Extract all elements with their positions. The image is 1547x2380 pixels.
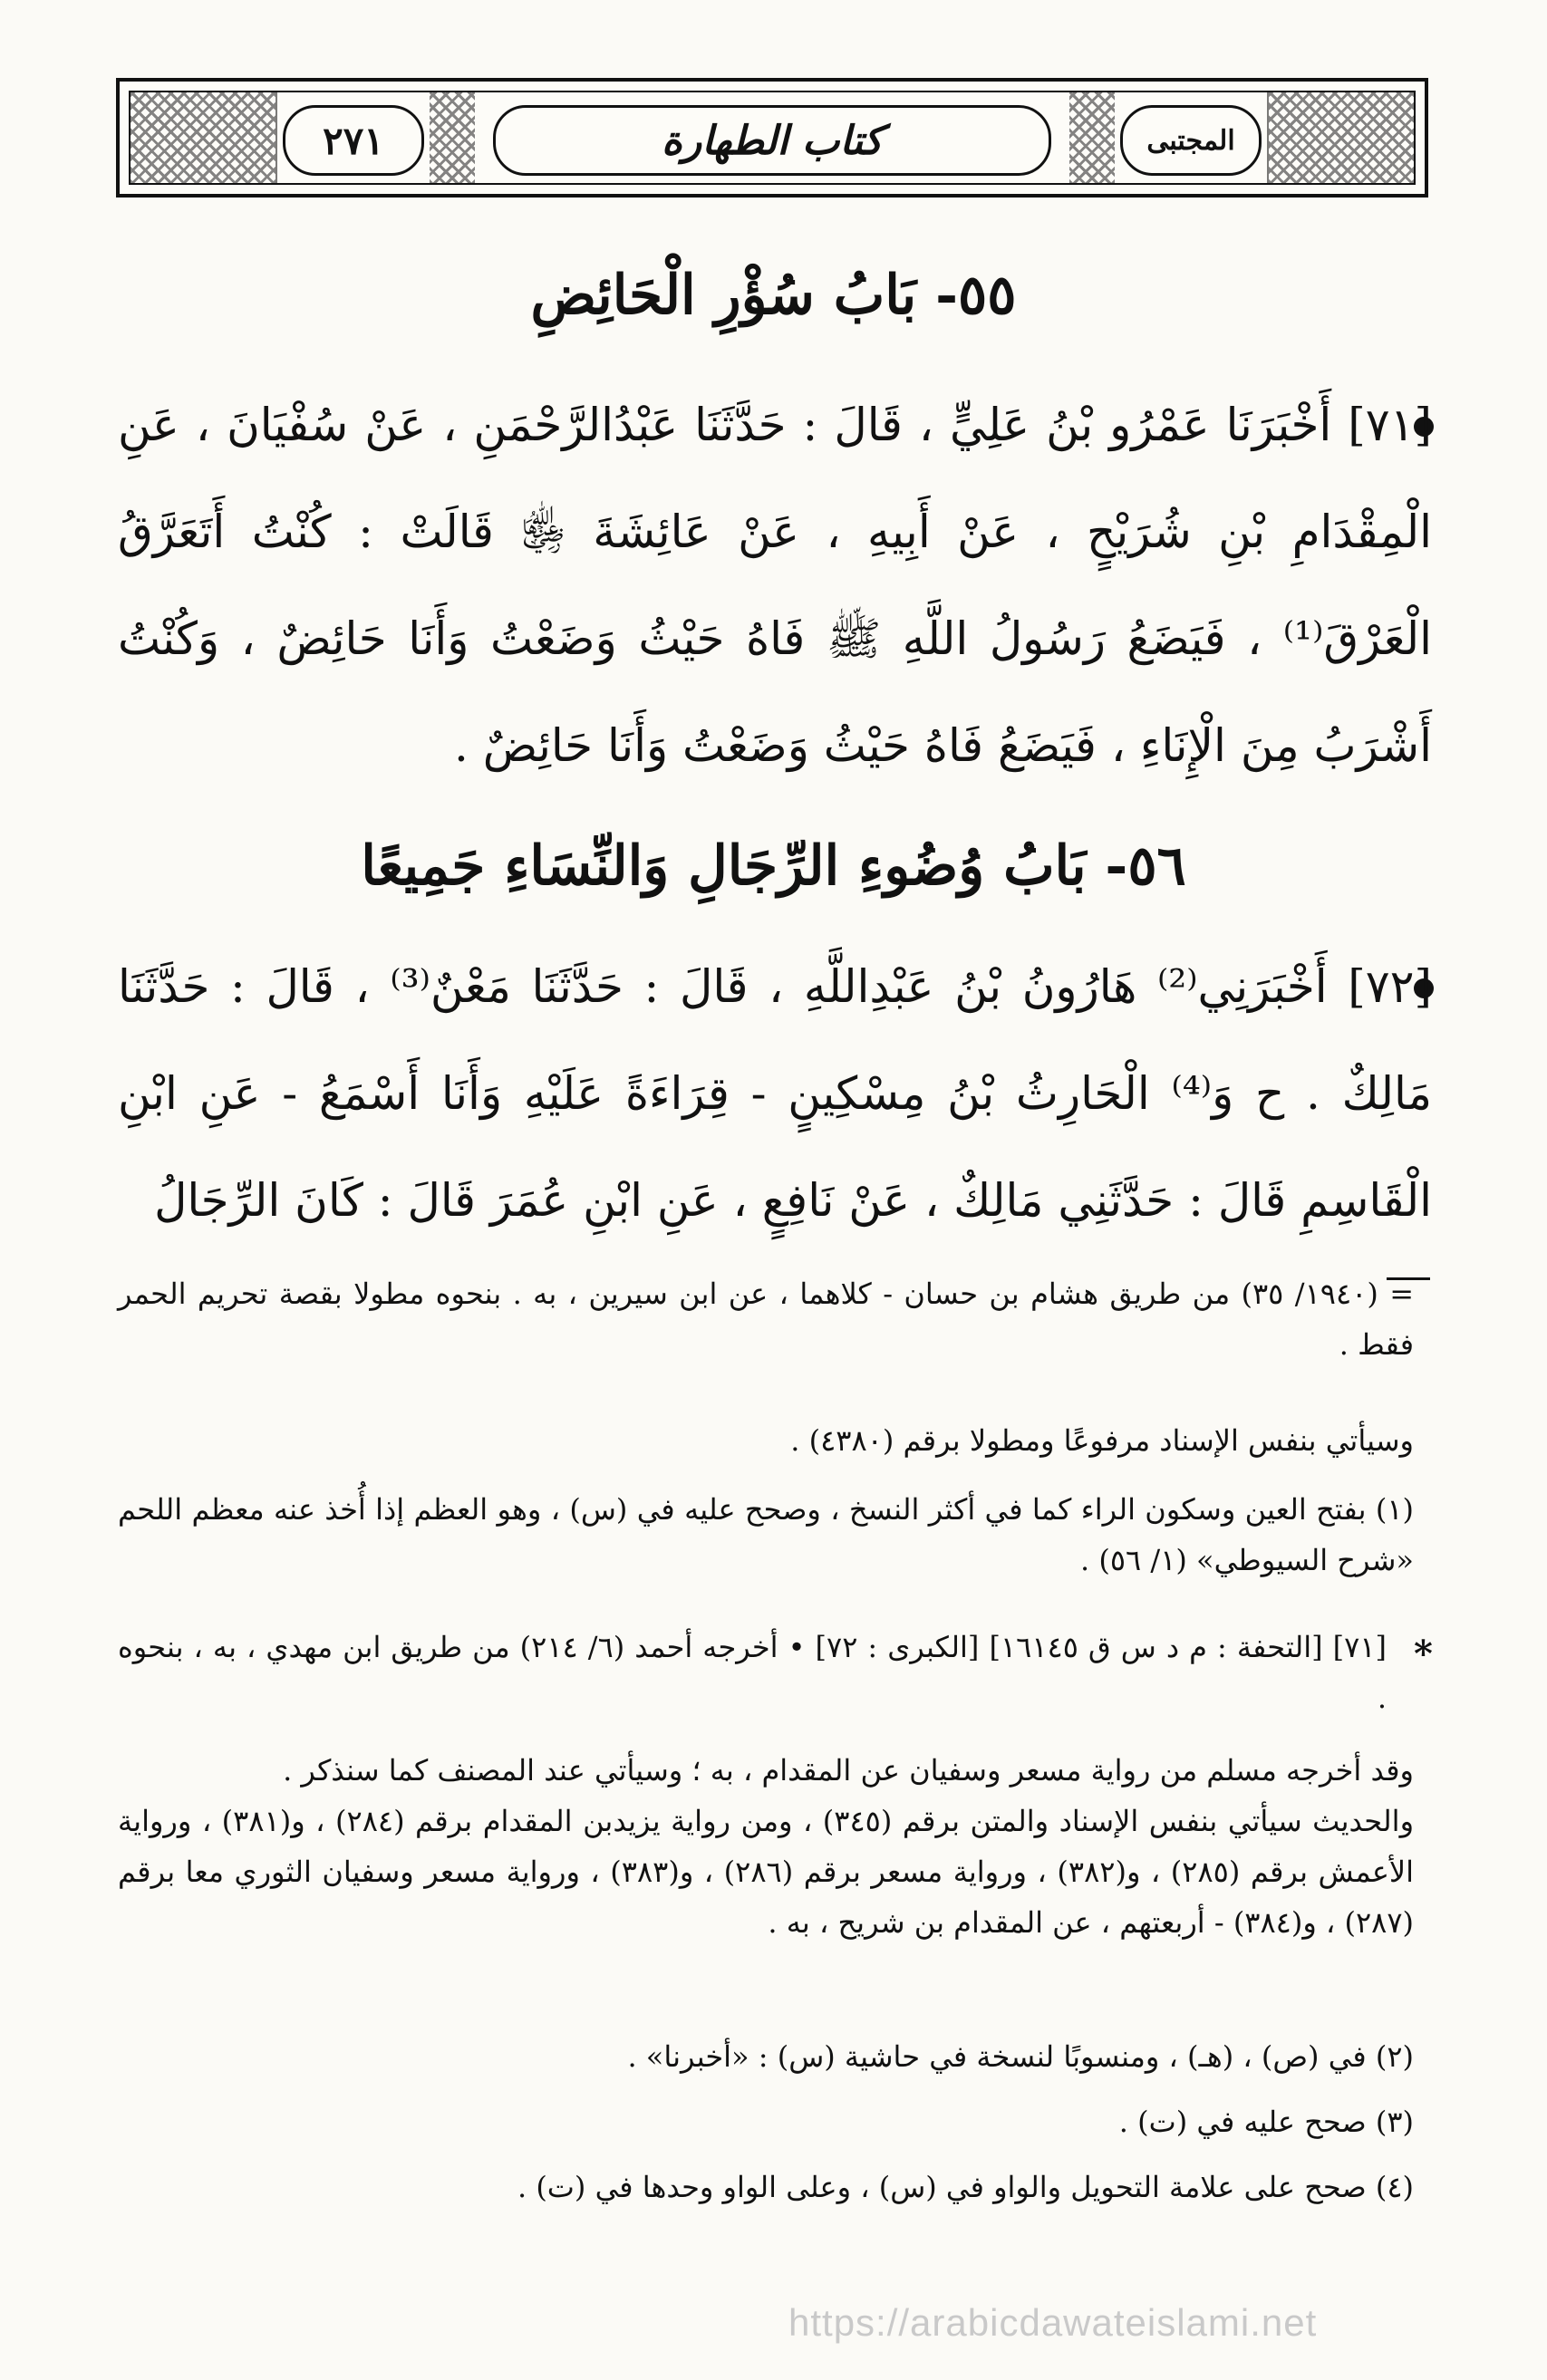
ornament-mid-left [430,92,475,183]
continuation-mark: = [1389,1277,1415,1311]
takhrij-star-icon: * [1414,1633,1433,1675]
hadith-72-text: [٧٢] أَخْبَرَنِي⁽²⁾ هَارُونُ بْنُ عَبْدِاللَّهِ ، قَالَ : حَدَّثَنَا مَعْنٌ⁽³⁾ ، قَالَ : حَدَّثَنَا مَالِكٌ . ح وَ⁽⁴⁾ الْحَارِثُ بْنُ مِسْكِينٍ - قِرَاءَةً عَلَيْهِ وَأَنَا أَسْمَعُ - عَنِ ابْنِ الْقَاسِمِ قَالَ : حَدَّثَنِي مَالِكٌ ، عَنْ نَافِعٍ ، عَنِ ابْنِ عُمَرَ قَالَ : كَانَ الرِّجَالُ [118,960,1432,1227]
page-number: ٢٧١ [283,105,424,176]
footnote-1: (١) بفتح العين وسكون الراء كما في أكثر النسخ ، وصحح عليه في (س) ، وهو العظم إذا أُخذ عنه معظم اللحم «شرح السيوطي» (١/ ٥٦) . [118,1492,1414,1577]
footnote-2: (٢) في (ص) ، (هـ) ، ومنسوبًا لنسخة في حاشية (س) : «أخبرنا» . [627,2039,1414,2074]
page-header [116,78,1428,198]
hadith-71-text: [٧١] أَخْبَرَنَا عَمْرُو بْنُ عَلِيٍّ ، قَالَ : حَدَّثَنَا عَبْدُالرَّحْمَنِ ، عَنْ سُفْيَانَ ، عَنِ الْمِقْدَامِ بْنِ شُرَيْحٍ ، عَنْ أَبِيهِ ، عَنْ عَائِشَةَ ﵂ قَالَتْ : كُنْتُ أَتَعَرَّقُ الْعَرْقَ⁽¹⁾ ، فَيَضَعُ رَسُولُ اللَّهِ ﷺ فَاهُ حَيْثُ وَضَعْتُ وَأَنَا حَائِضٌ ، وَكُنْتُ أَشْرَبُ مِنَ الْإِنَاءِ ، فَيَضَعُ فَاهُ حَيْثُ وَضَعْتُ وَأَنَا حَائِضٌ . [118,399,1432,772]
ornament-left [131,92,277,183]
takhrij-71-header: [٧١] [التحفة : م د س ق ١٦١٤٥] [الكبرى : ٧٢] • أخرجه أحمد (٦/ ٢١٤) من طريق ابن مهدي ، به ، بنحوه . [118,1630,1387,1715]
takhrij-71-cross-refs: والحديث سيأتي بنفس الإسناد والمتن برقم (٣٤٥) ، ومن رواية يزيدبن المقدام برقم (٢٨٤) ، و(٣٨١) ، ورواية الأعمش برقم (٢٨٥) ، و(٣٨٢) ، ورواية مسعر برقم (٢٨٦) ، و(٣٨٣) ، ورواية مسعر وسفيان الثوري معا برقم (٢٨٧) ، و(٣٨٤) - أربعتهم ، عن المقدام بن شريح ، به . [118,1804,1415,1940]
chapter-heading-55: ٥٥- بَابُ سُؤْرِ الْحَائِضِ [530,264,1017,327]
book-name: المجتبى [1120,105,1262,176]
footnote-continuation [118,1268,1414,1370]
header-frame [129,91,1416,185]
takhrij-71-muslim: وقد أخرجه مسلم من رواية مسعر وسفيان عن المقدام ، به ؛ وسيأتي عند المصنف كما سنذكر . [283,1753,1414,1787]
site-watermark: https://arabicdawateislami.net [788,2301,1318,2344]
ornament-right [1267,92,1414,183]
ornament-mid-right [1069,92,1115,183]
footnote-4: (٤) صحح على علامة التحويل والواو في (س) ، وعلى الواو وحدها في (ت) . [517,2170,1414,2204]
book-section-title: كتاب الطهارة [493,105,1051,176]
chapter-heading-56: ٥٦- بَابُ وُضُوءِ الرِّجَالِ وَالنِّسَاءِ جَمِيعًا [361,834,1186,898]
footnote-continuation-2: وسيأتي بنفس الإسناد مرفوعًا ومطولا برقم (٤٣٨٠) . [790,1423,1414,1458]
footnote-3: (٣) صحح عليه في (ت) . [1118,2105,1414,2139]
footnote-continuation-text: (١٩٤٠/ ٣٥) من طريق هشام بن حسان - كلاهما ، عن ابن سيرين ، به . بنحوه مطولا بقصة تحريم الحمر فقط . [118,1277,1414,1362]
